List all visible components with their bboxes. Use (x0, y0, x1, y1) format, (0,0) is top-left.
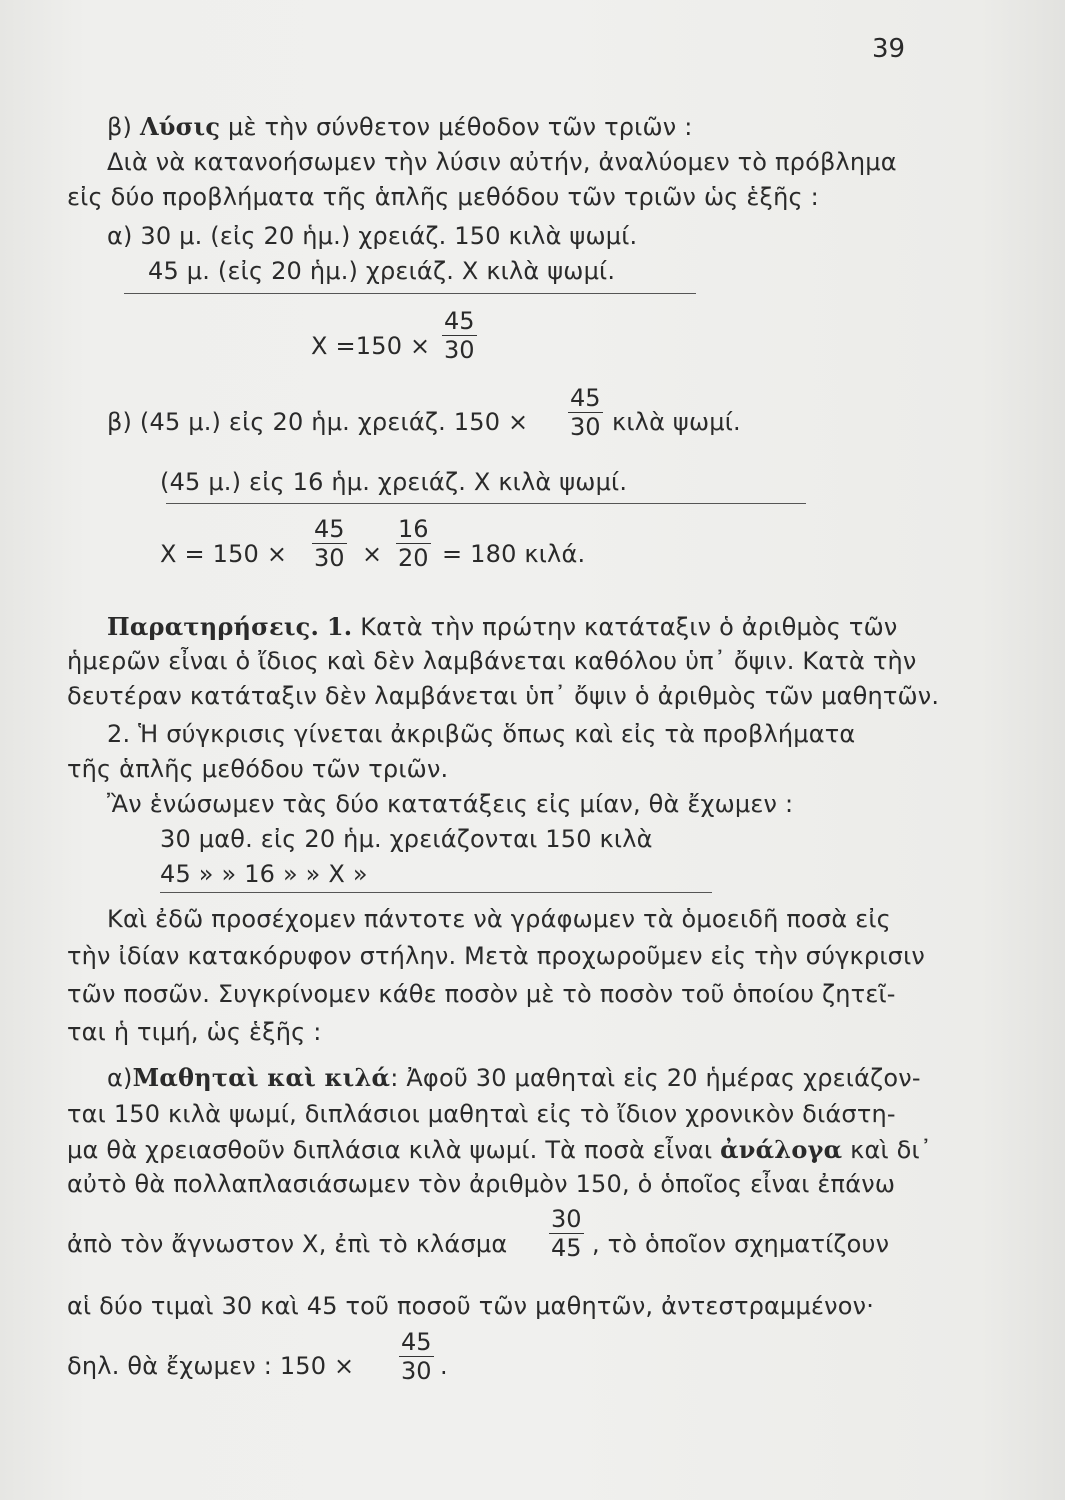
remarks-line-1 (107, 612, 897, 641)
sub-a-row-2: 45 μ. (εἰς 20 ἡμ.) χρειάζ. Χ κιλὰ ψωμί. (148, 257, 616, 285)
sub-b-row-1-rhs: κιλὰ ψωμί. (612, 408, 741, 436)
fraction-numerator: 45 (401, 1328, 432, 1356)
page-number: 39 (872, 34, 906, 64)
para3-label: α) (107, 1064, 133, 1092)
para3-analoga: ἀνάλογα (720, 1135, 843, 1164)
times-sign: × (362, 540, 383, 568)
fraction-numerator: 16 (398, 515, 429, 543)
para2-line-3: τῶν ποσῶν. Συγκρίνομεν κάθε ποσὸν μὲ τὸ ποσὸν τοῦ ὁποίου ζητεῖ- (67, 980, 896, 1008)
para2-line-1: Καὶ ἐδῶ προσέχομεν πάντοτε νὰ γράφωμεν τὰ ὁμοειδῆ ποσὰ εἰς (107, 905, 891, 933)
combined-row-1: 30 μαθ. εἰς 20 ἡμ. χρειάζονται 150 κιλὰ (160, 825, 653, 853)
para2-line-2: τὴν ἰδίαν κατακόρυφον στήλην. Μετὰ προχωροῦμεν εἰς τὴν σύγκρισιν (67, 942, 925, 970)
fraction-numerator: 45 (570, 384, 601, 412)
remarks-line-4: 2. Ἡ σύγκρισις γίνεται ἀκριβῶς ὅπως καὶ εἰς τὰ προβλήματα (107, 720, 856, 748)
fraction-numerator: 30 (551, 1205, 582, 1233)
para3-line-3-b: καὶ δι᾿ (850, 1136, 933, 1164)
fraction-denominator: 30 (401, 1357, 432, 1385)
fraction-numerator: 45 (444, 307, 475, 335)
divider-rule (160, 892, 712, 893)
sub-a-equation-lhs: Χ =150 × (311, 332, 431, 360)
intro-line-1: Διὰ νὰ κατανοήσωμεν τὴν λύσιν αὐτήν, ἀναλύομεν τὸ πρόβλημα (107, 148, 897, 176)
para3-line-1-text: : Ἀφοῦ 30 μαθηταὶ εἰς 20 ἡμέρας χρειάζον- (390, 1064, 921, 1092)
section-b-heading (107, 112, 693, 141)
divider-rule (166, 503, 806, 504)
section-b-title: Λύσις (139, 112, 221, 141)
para2-line-4: ται ἡ τιμή, ὡς ἑξῆς : (67, 1018, 322, 1046)
remarks-line-5: τῆς ἁπλῆς μεθόδου τῶν τριῶν. (67, 755, 449, 783)
para3-line-4: αὐτὸ θὰ πολλαπλασιάσωμεν τὸν ἀριθμὸν 150, ὁ ὁποῖος εἶναι ἐπάνω (67, 1170, 896, 1198)
remarks-line-6: Ἂν ἑνώσωμεν τὰς δύο κατατάξεις εἰς μίαν, θὰ ἔχωμεν : (107, 790, 794, 818)
remarks-line-1-text: Κατὰ τὴν πρώτην κατάταξιν ὁ ἀριθμὸς τῶν (360, 613, 898, 641)
fraction-denominator: 45 (551, 1234, 582, 1262)
para3-heading: Μαθηταὶ καὶ κιλά (132, 1063, 391, 1092)
para3-line-7-a: δηλ. θὰ ἔχωμεν : 150 × (67, 1352, 355, 1380)
sub-b-equation-lhs: Χ = 150 × (160, 540, 288, 568)
sub-b-row-1-lhs: β) (45 μ.) εἰς 20 ἡμ. χρειάζ. 150 × (107, 408, 529, 436)
para3-final-fraction (399, 1328, 434, 1385)
remarks-heading: Παρατηρήσεις. (107, 612, 320, 641)
fraction-denominator: 30 (570, 413, 601, 441)
para3-line-6: αἱ δύο τιμαὶ 30 καὶ 45 τοῦ ποσοῦ τῶν μαθητῶν, ἀντεστραμμένον· (67, 1292, 875, 1320)
para3-line-1 (107, 1063, 921, 1092)
para3-line-5-b: , τὸ ὁποῖον σχηματίζουν (592, 1230, 890, 1258)
sub-b-fraction-1 (312, 515, 347, 572)
para3-line-3-a: μα θὰ χρειασθοῦν διπλάσια κιλὰ ψωμί. Τὰ ποσὰ εἶναι (67, 1136, 713, 1164)
para3-line-5-a: ἀπὸ τὸν ἄγνωστον Χ, ἐπὶ τὸ κλάσμα (67, 1230, 508, 1258)
intro-line-2: εἰς δύο προβλήματα τῆς ἁπλῆς μεθόδου τῶν τριῶν ὡς ἑξῆς : (67, 183, 819, 211)
sub-b-row-1-fraction (568, 384, 603, 441)
para3-line-7-b: . (440, 1352, 448, 1380)
divider-rule (124, 293, 696, 294)
fraction-denominator: 30 (314, 544, 345, 572)
remarks-line-3: δευτέραν κατάταξιν δὲν λαμβάνεται ὑπ᾿ ὄψιν ὁ ἀριθμὸς τῶν μαθητῶν. (67, 682, 940, 710)
remarks-line-2: ἡμερῶν εἶναι ὁ ἴδιος καὶ δὲν λαμβάνεται καθόλου ὑπ᾿ ὄψιν. Κατὰ τὴν (67, 647, 917, 675)
fraction-denominator: 30 (444, 336, 475, 364)
remarks-number-1: 1. (326, 612, 353, 641)
sub-b-row-2: (45 μ.) εἰς 16 ἡμ. χρειάζ. Χ κιλὰ ψωμί. (160, 468, 628, 496)
fraction-numerator: 45 (314, 515, 345, 543)
sub-a-fraction (442, 307, 477, 364)
fraction-denominator: 20 (398, 544, 429, 572)
sub-a-row-1: α) 30 μ. (εἰς 20 ἡμ.) χρειάζ. 150 κιλὰ ψωμί. (107, 222, 638, 250)
para3-line-2: ται 150 κιλὰ ψωμί, διπλάσιοι μαθηταὶ εἰς τὸ ἴδιον χρονικὸν διάστη- (67, 1100, 896, 1128)
section-b-label: β) (107, 113, 133, 141)
sub-b-fraction-2 (396, 515, 431, 572)
sub-b-equation-rhs: = 180 κιλά. (442, 540, 586, 568)
combined-row-2: 45 » » 16 » » Χ » (160, 860, 368, 888)
section-b-title-rest: μὲ τὴν σύνθετον μέθοδον τῶν τριῶν : (227, 113, 693, 141)
para3-line-3 (67, 1135, 932, 1164)
para3-fraction (549, 1205, 584, 1262)
